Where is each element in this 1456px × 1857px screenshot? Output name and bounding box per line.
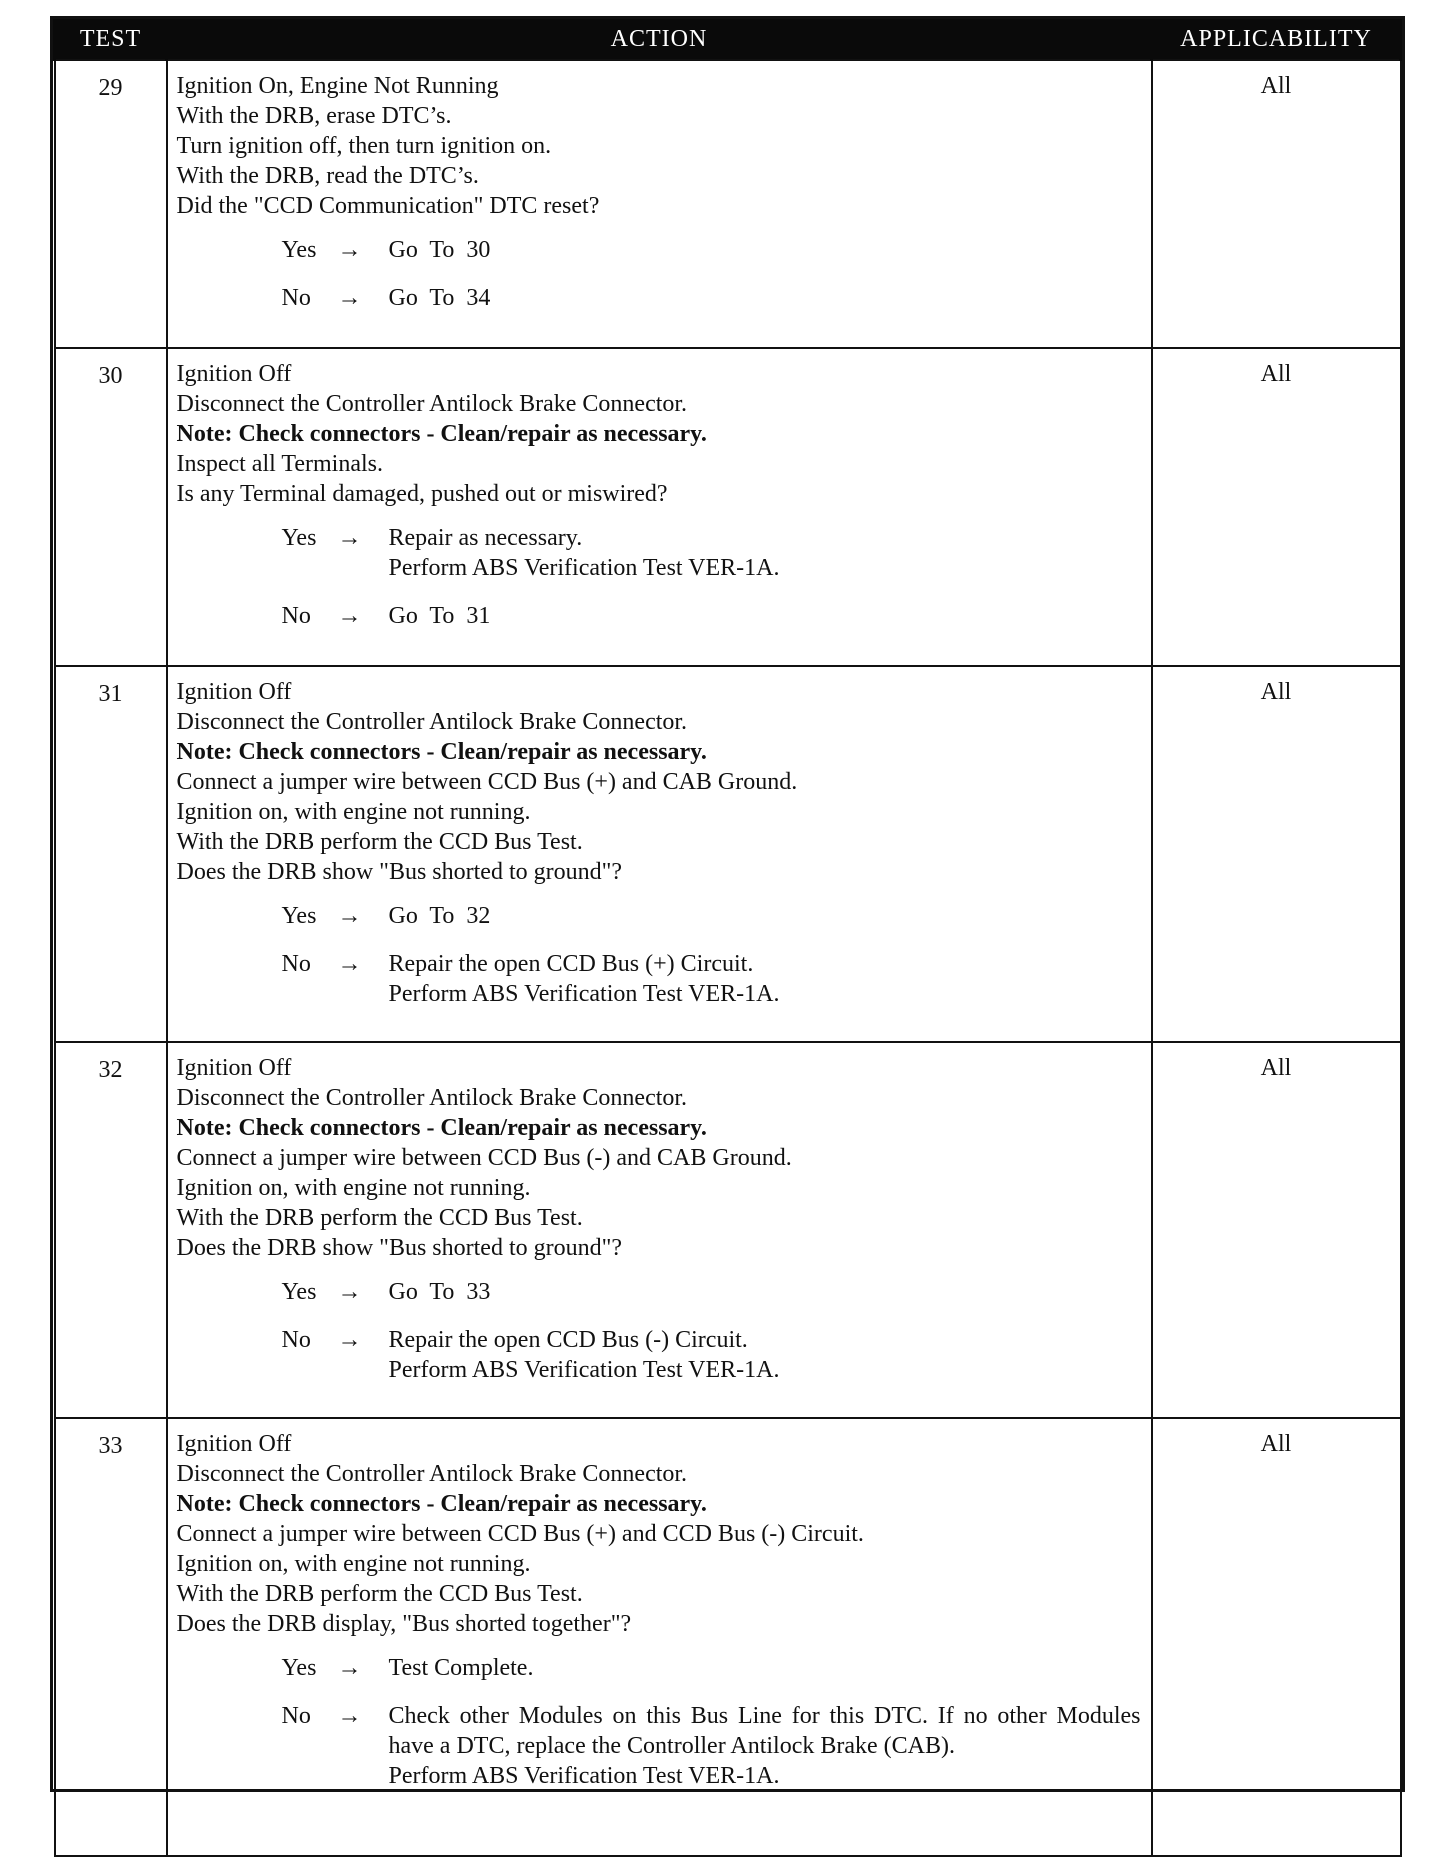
action-line: Turn ignition off, then turn ignition on.	[176, 133, 552, 159]
note-line: Note: Check connectors - Clean/repair as necessary.	[176, 1115, 707, 1141]
result-line: Go To 31	[388, 603, 491, 629]
table-row	[55, 1042, 1401, 1418]
test-number: 31	[55, 666, 167, 1042]
no-choice	[282, 1701, 1151, 1791]
action-line: With the DRB perform the CCD Bus Test.	[176, 829, 583, 855]
no-result	[389, 949, 1151, 1009]
action-line: Connect a jumper wire between CCD Bus (+) and CAB Ground.	[176, 769, 798, 795]
no-label: No	[281, 951, 311, 977]
header-test: TEST	[55, 19, 167, 60]
action-line: Ignition Off	[176, 1055, 292, 1081]
right-arrow-icon: →	[337, 951, 362, 977]
yes-result	[389, 1653, 1151, 1683]
action-cell	[167, 1042, 1152, 1418]
action-line: Ignition on, with engine not running.	[176, 799, 531, 825]
header-action: ACTION	[167, 19, 1152, 60]
action-line: Ignition Off	[176, 1431, 292, 1457]
yes-label: Yes	[281, 525, 317, 551]
diagnostic-table-frame	[50, 16, 1405, 1792]
action-line: Does the DRB show "Bus shorted to ground"?	[176, 859, 623, 885]
action-line: Connect a jumper wire between CCD Bus (+) and CCD Bus (-) Circuit.	[176, 1521, 864, 1547]
test-number: 33	[55, 1418, 167, 1856]
right-arrow-icon: →	[337, 1327, 362, 1353]
action-line: With the DRB, erase DTC’s.	[176, 103, 452, 129]
right-arrow-icon: →	[337, 285, 362, 311]
result-line: Perform ABS Verification Test VER-1A.	[388, 555, 780, 581]
action-line: Ignition on, with engine not running.	[176, 1551, 531, 1577]
diagnostic-test-table	[53, 19, 1402, 1857]
no-choice	[282, 283, 1151, 313]
note-line: Note: Check connectors - Clean/repair as necessary.	[176, 739, 707, 765]
no-label: No	[281, 1327, 311, 1353]
yes-label: Yes	[281, 237, 317, 263]
right-arrow-icon: →	[337, 525, 362, 551]
no-choice	[282, 1325, 1151, 1385]
result-line: Repair the open CCD Bus (+) Circuit.	[388, 951, 754, 977]
result-line: Perform ABS Verification Test VER-1A.	[388, 1763, 780, 1789]
note-line: Note: Check connectors - Clean/repair as necessary.	[176, 421, 707, 447]
yes-choice	[282, 1653, 1151, 1683]
action-line: Ignition On, Engine Not Running	[176, 73, 499, 99]
action-line: Ignition Off	[176, 679, 292, 705]
action-line: Does the DRB show "Bus shorted to ground"?	[176, 1235, 623, 1261]
table-row	[55, 666, 1401, 1042]
result-line: Go To 30	[388, 237, 491, 263]
result-line: Go To 34	[388, 285, 491, 311]
yes-result	[389, 235, 1151, 265]
no-result	[389, 1325, 1151, 1385]
result-line: Go To 32	[388, 903, 491, 929]
no-label: No	[281, 1703, 311, 1729]
right-arrow-icon: →	[337, 1279, 362, 1305]
no-result	[389, 601, 1151, 631]
no-result	[389, 283, 1151, 313]
result-line: Repair the open CCD Bus (-) Circuit.	[388, 1327, 748, 1353]
right-arrow-icon: →	[337, 237, 362, 263]
yes-label: Yes	[281, 1279, 317, 1305]
action-line: Is any Terminal damaged, pushed out or miswired?	[176, 481, 668, 507]
yes-choice	[282, 523, 1151, 583]
yes-result	[389, 1277, 1151, 1307]
action-cell	[167, 666, 1152, 1042]
right-arrow-icon: →	[337, 603, 362, 629]
action-line: Ignition Off	[176, 361, 292, 387]
action-cell	[167, 60, 1152, 348]
table-header-row	[55, 19, 1401, 60]
applicability-value: All	[1152, 60, 1401, 348]
header-applicability: APPLICABILITY	[1152, 19, 1401, 60]
no-choice	[282, 949, 1151, 1009]
action-line: Ignition on, with engine not running.	[176, 1175, 531, 1201]
action-cell	[167, 1418, 1152, 1856]
answer-choices	[177, 1653, 1151, 1791]
action-line: Does the DRB display, "Bus shorted together"?	[176, 1611, 632, 1637]
action-line: Inspect all Terminals.	[176, 451, 383, 477]
action-line: Disconnect the Controller Antilock Brake Connector.	[176, 1461, 688, 1487]
yes-choice	[282, 1277, 1151, 1307]
result-line: Perform ABS Verification Test VER-1A.	[388, 1357, 780, 1383]
yes-result	[389, 901, 1151, 931]
action-line: Did the "CCD Communication" DTC reset?	[176, 193, 600, 219]
result-line: Repair as necessary.	[388, 525, 583, 551]
action-line: With the DRB, read the DTC’s.	[176, 163, 479, 189]
yes-choice	[282, 235, 1151, 265]
test-number: 32	[55, 1042, 167, 1418]
yes-label: Yes	[281, 903, 317, 929]
table-row	[55, 60, 1401, 348]
action-line: Disconnect the Controller Antilock Brake Connector.	[176, 1085, 688, 1111]
answer-choices	[177, 523, 1151, 631]
applicability-value: All	[1152, 1418, 1401, 1856]
note-line: Note: Check connectors - Clean/repair as necessary.	[176, 1491, 707, 1517]
answer-choices	[177, 1277, 1151, 1385]
no-label: No	[281, 603, 311, 629]
result-line: Check other Modules on this Bus Line for this DTC. If no other Modules have a DTC, replace the Controller Antilock Brake (CAB).	[388, 1703, 1141, 1759]
applicability-value: All	[1152, 1042, 1401, 1418]
right-arrow-icon: →	[337, 1703, 362, 1729]
action-line: Disconnect the Controller Antilock Brake Connector.	[176, 391, 688, 417]
yes-label: Yes	[281, 1655, 317, 1681]
no-result	[389, 1701, 1151, 1791]
action-line: With the DRB perform the CCD Bus Test.	[176, 1205, 583, 1231]
test-number: 29	[55, 60, 167, 348]
applicability-value: All	[1152, 348, 1401, 666]
table-row	[55, 1418, 1401, 1856]
yes-choice	[282, 901, 1151, 931]
action-line: Disconnect the Controller Antilock Brake Connector.	[176, 709, 688, 735]
answer-choices	[177, 901, 1151, 1009]
no-label: No	[281, 285, 311, 311]
result-line: Go To 33	[388, 1279, 491, 1305]
action-cell	[167, 348, 1152, 666]
table-row	[55, 348, 1401, 666]
applicability-value: All	[1152, 666, 1401, 1042]
result-line: Test Complete.	[388, 1655, 534, 1681]
yes-result	[389, 523, 1151, 583]
test-number: 30	[55, 348, 167, 666]
right-arrow-icon: →	[337, 903, 362, 929]
answer-choices	[177, 235, 1151, 313]
result-line: Perform ABS Verification Test VER-1A.	[388, 981, 780, 1007]
no-choice	[282, 601, 1151, 631]
action-line: With the DRB perform the CCD Bus Test.	[176, 1581, 583, 1607]
action-line: Connect a jumper wire between CCD Bus (-) and CAB Ground.	[176, 1145, 792, 1171]
right-arrow-icon: →	[337, 1655, 362, 1681]
